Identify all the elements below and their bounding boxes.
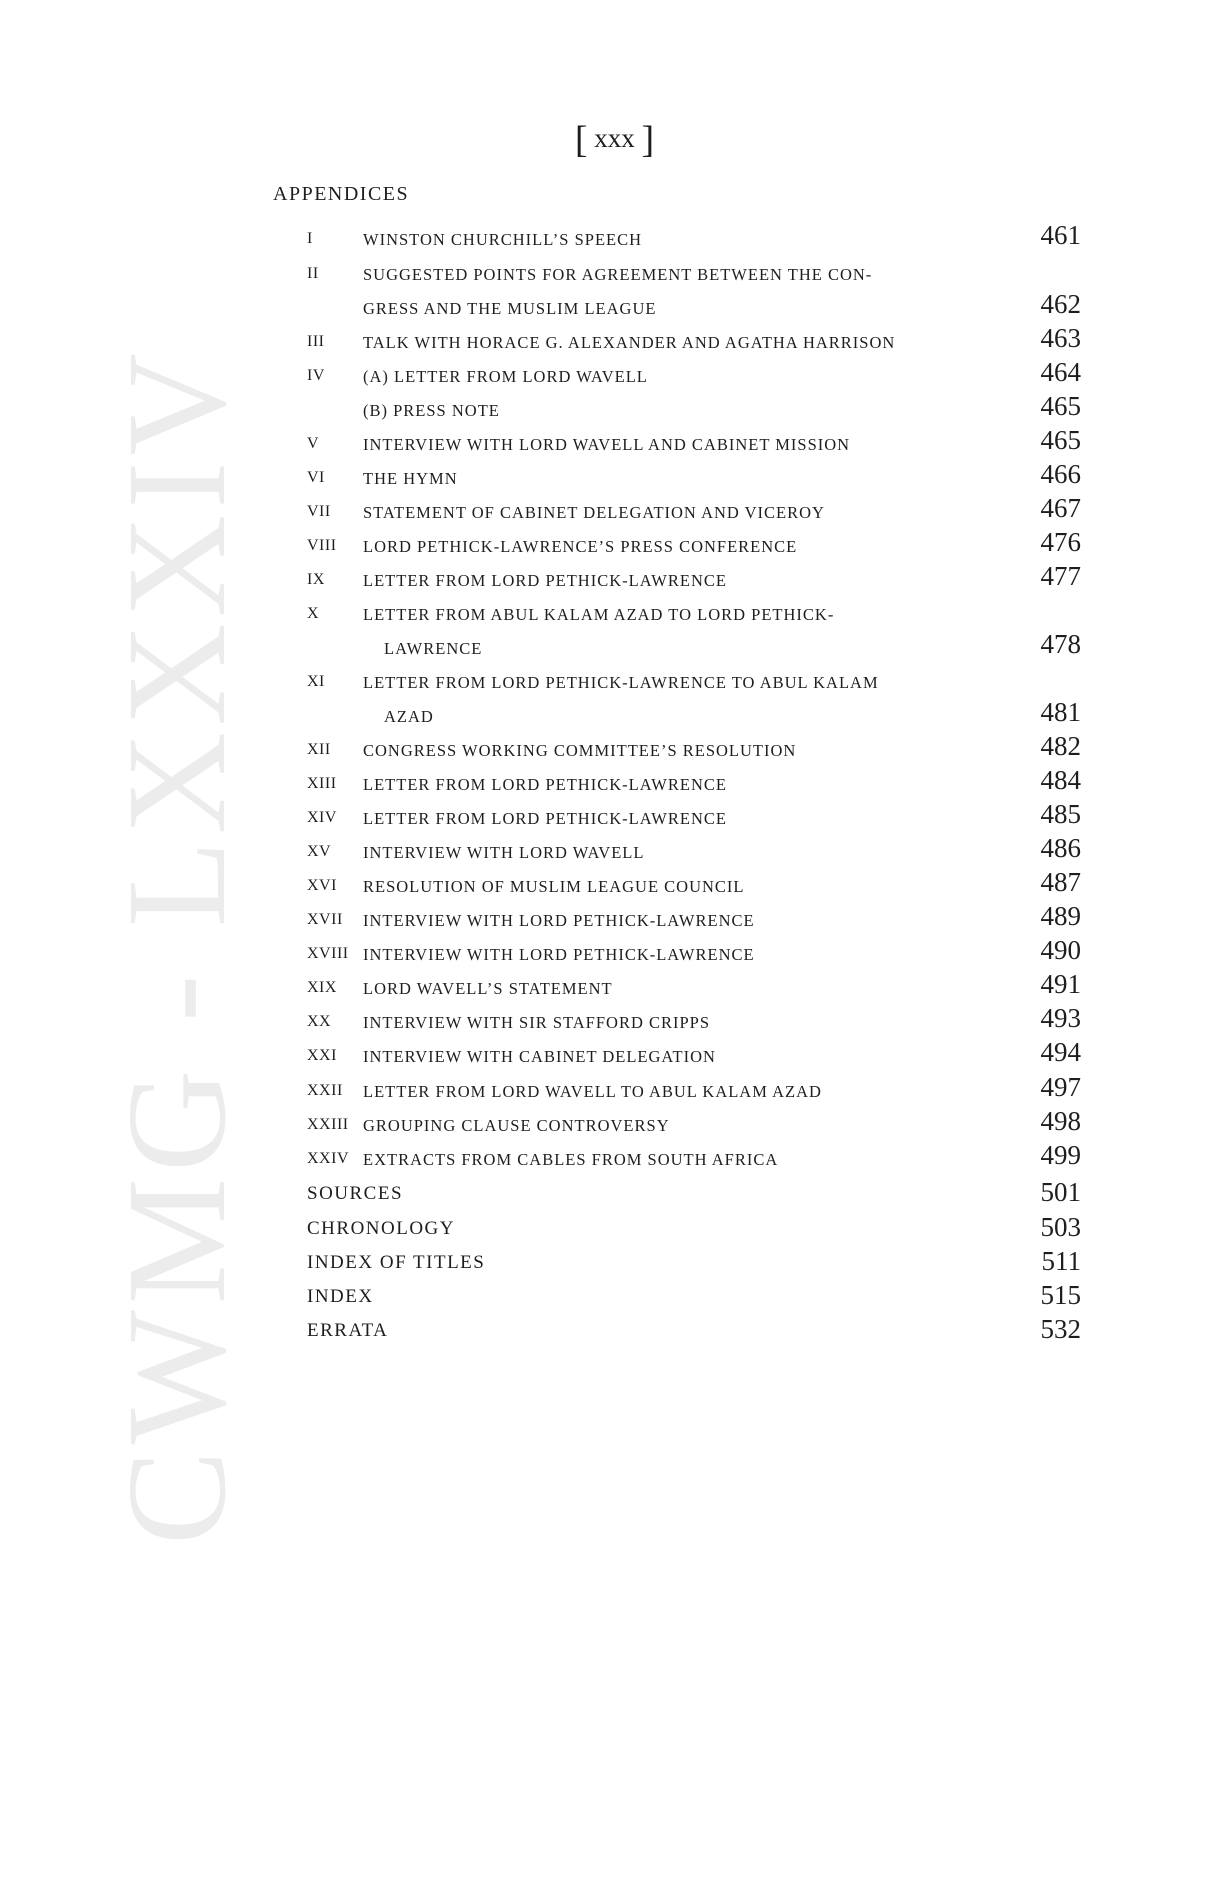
appendix-number: XXIII [307, 1116, 349, 1133]
appendix-title: INTERVIEW WITH LORD PETHICK-LAWRENCE [363, 911, 755, 930]
appendix-title: INTERVIEW WITH CABINET DELEGATION [363, 1047, 716, 1066]
appendix-title: INTERVIEW WITH SIR STAFFORD CRIPPS [363, 1013, 711, 1032]
appendix-page-number: 494 [1040, 1037, 1081, 1067]
appendix-number: IV [307, 367, 325, 384]
appendix-page-number: 466 [1040, 459, 1081, 489]
back-matter-title: CHRONOLOGY [307, 1218, 455, 1239]
appendix-title: LETTER FROM LORD PETHICK-LAWRENCE [363, 809, 727, 828]
appendix-title: TALK WITH HORACE G. ALEXANDER AND AGATHA HARRISON [363, 333, 896, 352]
appendix-number: XVI [307, 877, 337, 894]
back-matter-title: ERRATA [307, 1320, 389, 1341]
appendix-number: XXI [307, 1047, 337, 1064]
back-matter-page-number: 503 [1040, 1212, 1081, 1242]
appendix-number: III [307, 333, 325, 350]
appendix-page-number: 486 [1040, 833, 1081, 863]
appendix-page-number: 487 [1040, 867, 1081, 897]
appendix-number: V [307, 435, 320, 452]
appendix-number: VI [307, 469, 325, 486]
appendix-title-continued: AZAD [384, 707, 434, 726]
page-number: [ xxx ] [574, 119, 655, 161]
back-matter-title: INDEX OF TITLES [307, 1252, 486, 1273]
back-matter-page-number: 511 [1041, 1246, 1081, 1276]
appendix-number: XV [307, 843, 332, 860]
appendix-page-number: 461 [1040, 220, 1081, 250]
appendix-page-number: 482 [1040, 731, 1081, 761]
appendix-number: XX [307, 1013, 332, 1030]
appendix-number: VII [307, 503, 331, 520]
appendix-title: LORD PETHICK-LAWRENCE’S PRESS CONFERENCE [363, 537, 798, 556]
appendix-page-number: 499 [1040, 1140, 1081, 1170]
appendix-title: LETTER FROM LORD WAVELL TO ABUL KALAM AZAD [363, 1082, 822, 1101]
appendix-title: WINSTON CHURCHILL’S SPEECH [363, 230, 643, 249]
appendix-number: I [307, 230, 313, 247]
appendix-page-number: 478 [1040, 629, 1081, 659]
appendix-page-number: 462 [1040, 289, 1081, 319]
appendix-title: STATEMENT OF CABINET DELEGATION AND VICEROY [363, 503, 825, 522]
appendix-number: II [307, 265, 319, 282]
appendix-number: XII [307, 741, 331, 758]
section-heading: APPENDICES [273, 183, 410, 205]
appendix-title: LETTER FROM LORD PETHICK-LAWRENCE TO ABUL KALAM [363, 673, 879, 692]
appendix-number: XVIII [307, 945, 349, 962]
appendix-number: XVII [307, 911, 343, 928]
appendix-page-number: 477 [1040, 561, 1081, 591]
appendix-page-number: 498 [1040, 1106, 1081, 1136]
appendix-page-number: 467 [1040, 493, 1081, 523]
back-matter-title: INDEX [307, 1286, 374, 1307]
appendix-number: X [307, 605, 320, 622]
appendix-title: INTERVIEW WITH LORD PETHICK-LAWRENCE [363, 945, 755, 964]
appendix-page-number: 485 [1040, 799, 1081, 829]
appendix-page-number: 463 [1040, 323, 1081, 353]
appendix-number: VIII [307, 537, 337, 554]
appendix-page-number: 491 [1040, 969, 1081, 999]
appendix-title: (A) LETTER FROM LORD WAVELL [363, 367, 648, 386]
back-matter-page-number: 501 [1040, 1177, 1081, 1207]
appendix-title: RESOLUTION OF MUSLIM LEAGUE COUNCIL [363, 877, 745, 896]
appendix-number: IX [307, 571, 325, 588]
appendix-title: GROUPING CLAUSE CONTROVERSY [363, 1116, 670, 1135]
appendix-title: LORD WAVELL’S STATEMENT [363, 979, 613, 998]
appendix-title: EXTRACTS FROM CABLES FROM SOUTH AFRICA [363, 1150, 779, 1169]
watermark: CWMG - LXXXIV [97, 346, 255, 1545]
appendix-title: INTERVIEW WITH LORD WAVELL [363, 843, 645, 862]
appendix-title: THE HYMN [363, 469, 458, 488]
appendix-number: XXIV [307, 1150, 349, 1167]
appendix-title-continued: LAWRENCE [384, 639, 483, 658]
appendix-title: SUGGESTED POINTS FOR AGREEMENT BETWEEN THE CON- [363, 265, 873, 284]
appendix-page-number: 465 [1040, 425, 1081, 455]
appendix-page-number: 464 [1040, 357, 1081, 387]
appendix-page-number: 490 [1040, 935, 1081, 965]
appendix-page-number: 497 [1040, 1072, 1081, 1102]
appendix-page-number: 493 [1040, 1003, 1081, 1033]
back-matter-page-number: 532 [1040, 1314, 1081, 1344]
appendix-page-number: 484 [1040, 765, 1081, 795]
appendix-title: LETTER FROM LORD PETHICK-LAWRENCE [363, 571, 727, 590]
appendix-page-number: 489 [1040, 901, 1081, 931]
appendix-page-number: 465 [1040, 391, 1081, 421]
appendix-number: XIII [307, 775, 337, 792]
appendix-number: XIX [307, 979, 337, 996]
appendix-title: INTERVIEW WITH LORD WAVELL AND CABINET MISSION [363, 435, 851, 454]
appendix-number: XI [307, 673, 325, 690]
back-matter-title: SOURCES [307, 1183, 404, 1204]
appendix-title: LETTER FROM ABUL KALAM AZAD TO LORD PETHICK- [363, 605, 835, 624]
appendix-title: (B) PRESS NOTE [363, 401, 500, 420]
appendix-title: LETTER FROM LORD PETHICK-LAWRENCE [363, 775, 727, 794]
appendix-page-number: 476 [1040, 527, 1081, 557]
appendix-number: XXII [307, 1082, 343, 1099]
appendix-number: XIV [307, 809, 337, 826]
back-matter-page-number: 515 [1040, 1280, 1081, 1310]
appendix-title-continued: GRESS AND THE MUSLIM LEAGUE [363, 299, 657, 318]
appendix-title: CONGRESS WORKING COMMITTEE’S RESOLUTION [363, 741, 797, 760]
appendix-page-number: 481 [1040, 697, 1081, 727]
